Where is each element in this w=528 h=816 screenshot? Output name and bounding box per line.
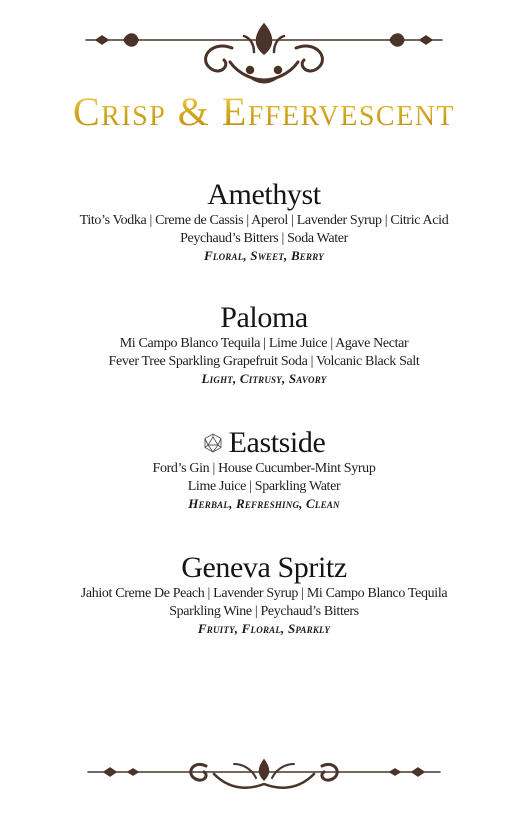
bottom-flourish-ornament — [0, 752, 528, 796]
drink-ingredients-line: Ford’s Gin | House Cucumber-Mint Syrup — [152, 461, 376, 476]
drink-amethyst — [0, 178, 528, 264]
drink-ingredients-line: Fever Tree Sparkling Grapefruit Soda | Volcanic Black Salt — [108, 354, 420, 369]
drink-geneva-spritz — [0, 551, 528, 637]
drink-name: Paloma — [220, 301, 308, 334]
drink-ingredients-line: Peychaud’s Bitters | Soda Water — [180, 231, 348, 246]
top-flourish-ornament — [0, 18, 528, 88]
drink-ingredients-line: Tito’s Vodka | Creme de Cassis | Aperol | Lavender Syrup | Citric Acid — [79, 213, 449, 228]
drink-ingredients-line: Sparkling Wine | Peychaud’s Bitters — [169, 604, 359, 619]
drink-name-row — [203, 426, 326, 460]
geometric-polyhedron-icon — [203, 433, 223, 453]
drink-name: Amethyst — [207, 178, 321, 211]
drink-paloma — [0, 301, 528, 387]
drink-name: Eastside — [228, 426, 326, 459]
drink-ingredients-line: Jahiot Creme De Peach | Lavender Syrup | Mi Campo Blanco Tequila — [80, 586, 448, 601]
menu-section-title: Crisp & Effervescent — [0, 88, 528, 135]
drink-tasting-notes: Herbal, Refreshing, Clean — [188, 496, 340, 511]
drink-tasting-notes: Floral, Sweet, Berry — [204, 248, 324, 263]
drink-ingredients-line: Lime Juice | Sparkling Water — [187, 479, 341, 494]
drink-tasting-notes: Light, Citrusy, Savory — [201, 371, 327, 386]
drink-eastside — [0, 426, 528, 512]
drink-tasting-notes: Fruity, Floral, Sparkly — [197, 621, 331, 636]
drink-name: Geneva Spritz — [181, 551, 347, 584]
drink-ingredients-line: Mi Campo Blanco Tequila | Lime Juice | Agave Nectar — [119, 336, 409, 351]
